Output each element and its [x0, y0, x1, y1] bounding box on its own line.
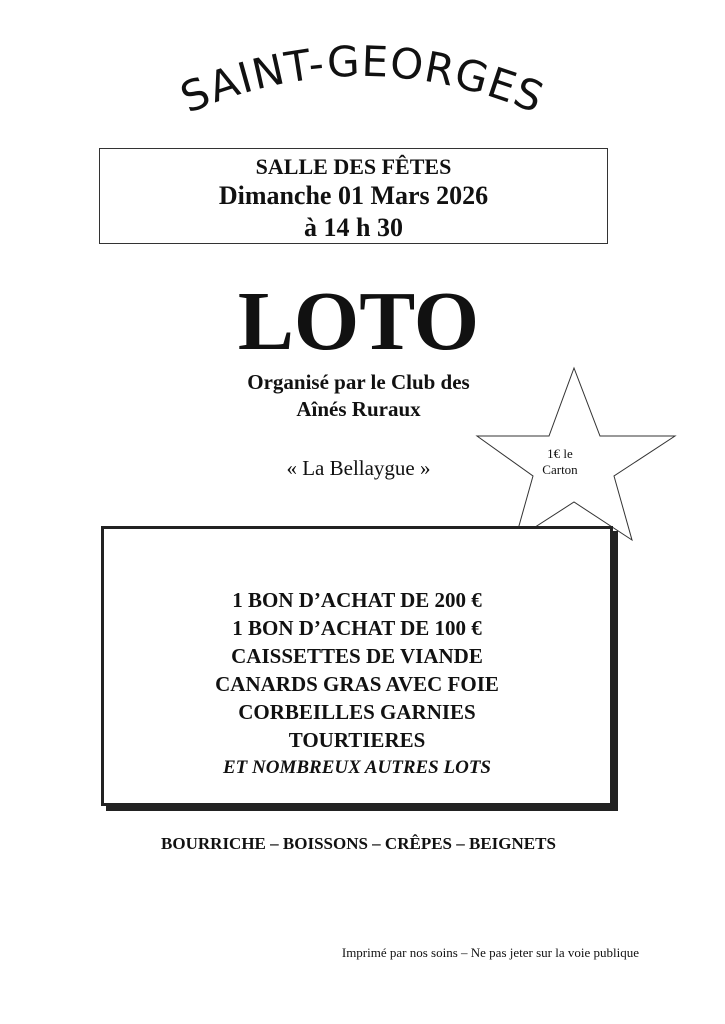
price-line-2: Carton: [542, 462, 578, 477]
footer-note: Imprimé par nos soins – Ne pas jeter sur la voie publique: [341, 945, 639, 960]
price-star-label: [530, 446, 590, 478]
prize-item: CORBEILLES GARNIES: [238, 700, 476, 724]
prize-more: ET NOMBREUX AUTRES LOTS: [223, 757, 491, 778]
town-title: SAINT-GEORGES: [173, 36, 551, 123]
prize-list: [101, 586, 613, 782]
organizer-line-1: Organisé par le Club des: [247, 370, 470, 394]
price-line-1: 1€ le: [547, 446, 573, 461]
prize-item: CAISSETTES DE VIANDE: [231, 644, 483, 668]
event-info-box: [99, 148, 608, 244]
event-title: LOTO: [237, 275, 480, 368]
prize-item: 1 BON D’ACHAT DE 100 €: [232, 616, 482, 640]
extras-line: BOURRICHE – BOISSONS – CRÊPES – BEIGNETS: [161, 834, 556, 853]
prize-item: CANARDS GRAS AVEC FOIE: [215, 672, 499, 696]
town-title-arch: [0, 0, 725, 160]
prize-item: TOURTIERES: [288, 728, 426, 752]
club-name: « La Bellaygue »: [286, 456, 431, 480]
venue: SALLE DES FÊTES: [255, 154, 452, 179]
prize-item: 1 BON D’ACHAT DE 200 €: [232, 588, 482, 612]
event-date: Dimanche 01 Mars 2026: [218, 181, 489, 210]
organizer-line-2: Aînés Ruraux: [296, 397, 421, 421]
event-time: à 14 h 30: [304, 213, 403, 242]
